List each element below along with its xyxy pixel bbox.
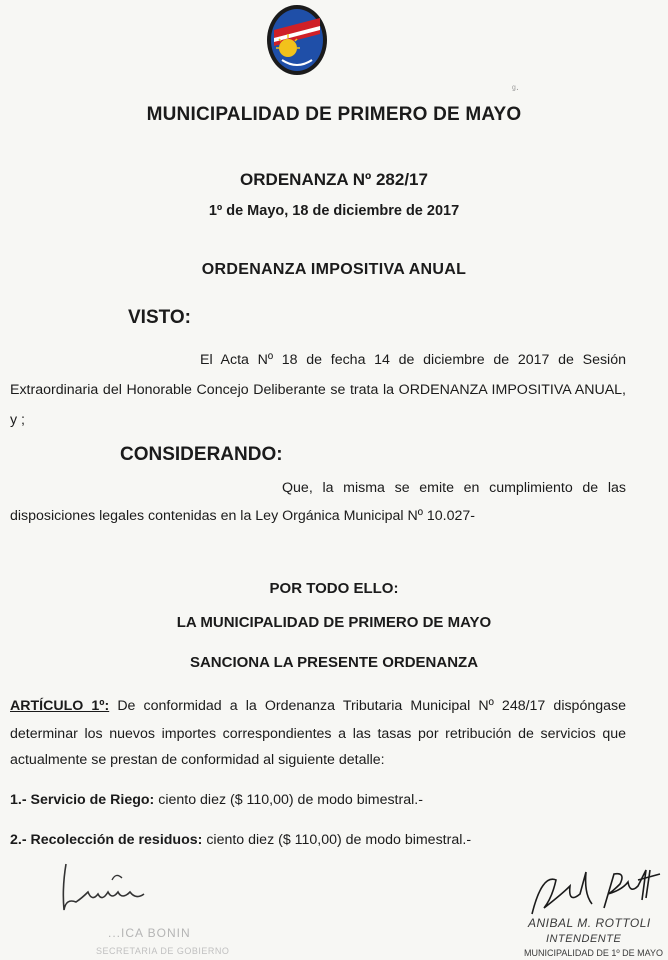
municipality-line: LA MUNICIPALIDAD DE PRIMERO DE MAYO [176,614,492,631]
left-signatory-name: ...ICA BONIN [108,926,191,940]
item-label: 2.- Recolección de residuos: [10,832,203,848]
articulo-1-label: ARTÍCULO 1º: [10,698,110,714]
right-signatory-role: INTENDENTE [546,933,622,945]
right-signatory-name: ANIBAL M. ROTTOLI [528,916,651,930]
ordinance-name: ORDENANZA IMPOSITIVA ANUAL [201,261,467,278]
ordinance-number: ORDENANZA Nº 282/17 [240,170,428,189]
visto-line-2: Extraordinaria del Honorable Concejo Deliberante se trata la ORDENANZA IMPOSITIVA ANUAL, [10,382,626,398]
considerando-line-2: disposiciones legales contenidas en la Ley Orgánica Municipal Nº 10.027- [10,508,475,524]
articulo-1-line-3: actualmente se prestan de conformidad al siguiente detalle: [10,752,385,768]
sanciona-line: SANCIONA LA PRESENTE ORDENANZA [189,654,479,671]
considerando-heading: CONSIDERANDO: [120,444,283,465]
articulo-1-line-2: determinar los nuevos importes correspondientes a las tasas por retribución de servicios que [10,726,626,742]
municipal-seal-icon [266,4,328,76]
articulo-1-line-1 [10,696,626,716]
por-todo-ello: POR TODO ELLO: [269,580,399,597]
list-item [10,790,423,810]
visto-line-1: El Acta Nº 18 de fecha 14 de diciembre de 2017 de Sesión [200,352,626,368]
item-text: ciento diez ($ 110,00) de modo bimestral.- [202,832,472,848]
left-signatory-role: SECRETARIA DE GOBIERNO [96,946,230,956]
pencil-mark: ᵍ· [512,84,520,95]
item-label: 1.- Servicio de Riego: [10,792,155,808]
page-title: MUNICIPALIDAD DE PRIMERO DE MAYO [146,104,522,125]
right-signatory-municipality: MUNICIPALIDAD DE 1º DE MAYO [524,948,663,958]
visto-heading: VISTO: [128,307,191,328]
left-signature [52,858,162,918]
articulo-1-text: De conformidad a la Ordenanza Tributaria Municipal Nº 248/17 dispóngase [117,698,626,714]
right-signature [522,864,668,920]
ordinance-date: 1º de Mayo, 18 de diciembre de 2017 [208,203,460,219]
item-text: ciento diez ($ 110,00) de modo bimestral.- [154,792,423,808]
visto-line-3: y ; [10,412,25,428]
list-item [10,830,471,850]
considerando-line-1: Que, la misma se emite en cumplimiento de las [282,480,626,496]
